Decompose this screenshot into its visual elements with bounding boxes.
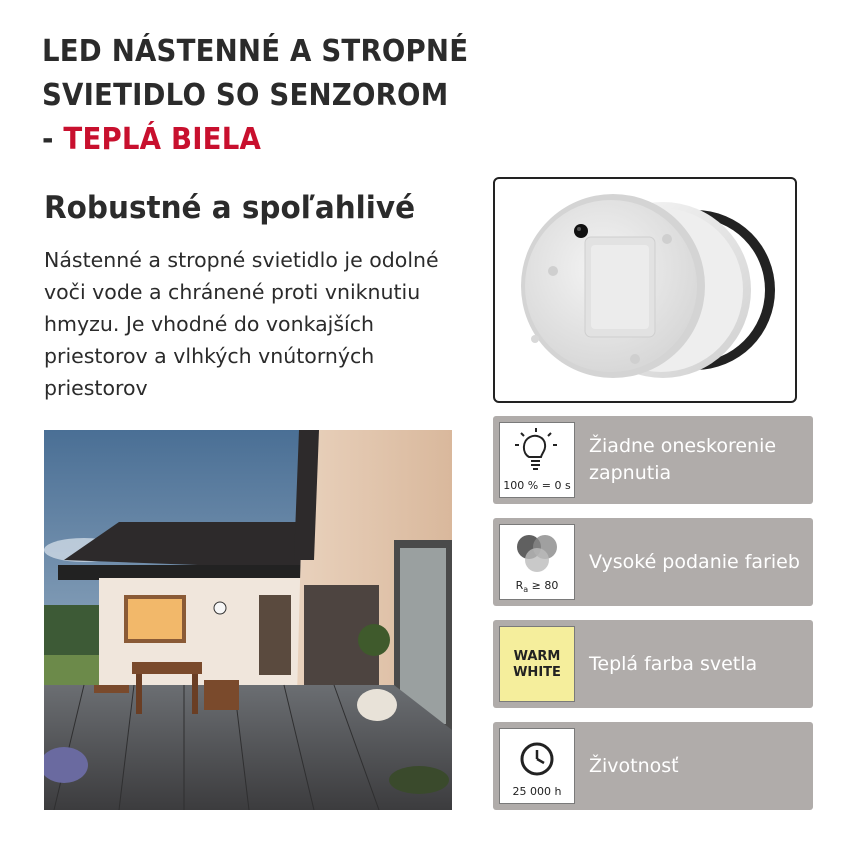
page-title [42, 30, 520, 162]
feature-label: Teplá farba svetla [589, 652, 758, 675]
feature-icon-box [499, 422, 575, 498]
title-accent: TEPLÁ BIELA [63, 122, 262, 157]
warm-white-icon [499, 626, 575, 702]
caption-sub: a [523, 585, 529, 594]
section-subtitle: Robustné a spoľahlivé [44, 190, 416, 226]
color-rendering-icon [500, 529, 574, 579]
icon-caption: 100 % = 0 s [503, 479, 571, 492]
luminaire-illustration [495, 179, 795, 401]
title-dash: - [42, 122, 64, 157]
feature-label: Vysoké podanie farieb [589, 550, 800, 573]
product-image [493, 177, 797, 403]
caption-rest: ≥ 80 [528, 578, 559, 592]
caption-r: R [515, 578, 524, 592]
icon-caption [500, 579, 574, 594]
feature-lifetime [493, 722, 813, 810]
house-terrace-illustration [44, 430, 452, 810]
title-line-3 [42, 118, 520, 162]
title-line-2: SVIETIDLO SO SENZOROM [42, 78, 449, 113]
title-line-1: LED NÁSTENNÉ A STROPNÉ [42, 34, 469, 69]
section-body: Nástenné a stropné svietidlo je odolné voči vode a chránené proti vniknutiu hmyzu. Je vhodné do vonkajších priestorov a vlhkých vnútorných priestorov [44, 248, 439, 400]
warm-text-1: WARM [513, 649, 561, 664]
clock-icon [500, 735, 574, 785]
feature-icon-box [499, 728, 575, 804]
feature-icon-box [499, 524, 575, 600]
terrace-photo [44, 430, 452, 810]
icon-caption: 25 000 h [512, 785, 562, 798]
feature-label: Žiadne oneskorenie zapnutia [589, 435, 777, 484]
feature-instant-on [493, 416, 813, 504]
feature-warm-white [493, 620, 813, 708]
light-bulb-icon [500, 427, 574, 479]
feature-label: Životnosť [589, 754, 679, 777]
feature-color-rendering [493, 518, 813, 606]
warm-text-2: WHITE [513, 665, 561, 680]
